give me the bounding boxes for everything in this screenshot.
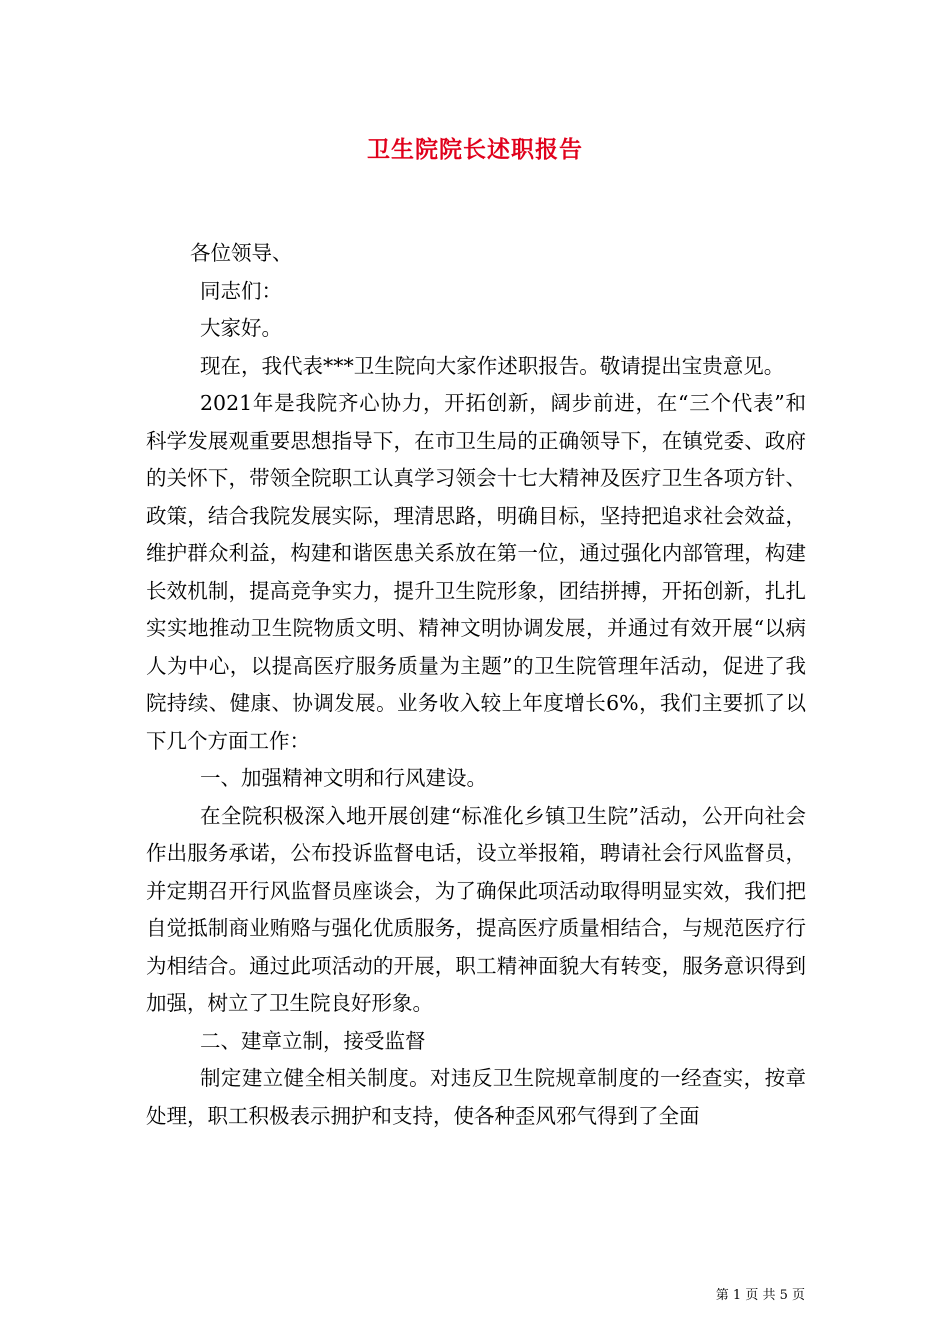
page-number: 第 1 页 共 5 页 [715,1288,805,1303]
section-heading-2: 二、建章立制，接受监督 [200,1028,426,1053]
section-heading-1: 一、加强精神文明和行风建设。 [200,766,487,790]
greeting-comrades: 同志们： [200,278,282,303]
paragraph-overview: 2021年是我院齐心协力，开拓创新，阔步前进，在“三个代表”和科学发展观重要思想指导下，在市卫生局的正确领导下，在镇党委、政府的关怀下，带领全院职工认真学习领会十七大精神及医疗卫生各项方针、政策，结合我院发展实际，理清思路，明确目标，坚持把追求社会效益，维护群众利益，构建和谐医患关系放在第一位，通过强化内部管理，构建长效机制，提高竞争实力，提升卫生院形象，团结拼搏，开拓创新，扎扎实实地推动卫生院物质文明、精神文明协调发展，并通过有效开展“以病人为中心，以提高医疗服务质量为主题”的卫生院管理年活动，促进了我院持续、健康、协调发展。业务收入较上年度增长6%，我们主要抓了以下几个方面工作： [146,391,806,753]
paragraph-section-1: 在全院积极深入地开展创建“标准化乡镇卫生院”活动，公开向社会作出服务承诺，公布投诉监督电话，设立举报箱，聘请社会行风监督员，并定期召开行风监督员座谈会，为了确保此项活动取得明显实效，我们把自觉抵制商业贿赂与强化优质服务，提高医疗质量相结合，与规范医疗行为相结合。通过此项活动的开展，职工精神面貌大有转变，服务意识得到加强，树立了卫生院良好形象。 [146,803,806,1015]
paragraph-section-2: 制定建立健全相关制度。对违反卫生院规章制度的一经查实，按章处理，职工积极表示拥护和支持，使各种歪风邪气得到了全面 [146,1066,806,1128]
document-body [146,235,806,1135]
paragraph-intro: 现在，我代表***卫生院向大家作述职报告。敬请提出宝贵意见。 [200,353,785,378]
greeting-hello: 大家好。 [200,316,282,340]
greeting-leaders: 各位领导、 [190,241,293,265]
page-title: 卫生院院长述职报告 [367,136,583,163]
